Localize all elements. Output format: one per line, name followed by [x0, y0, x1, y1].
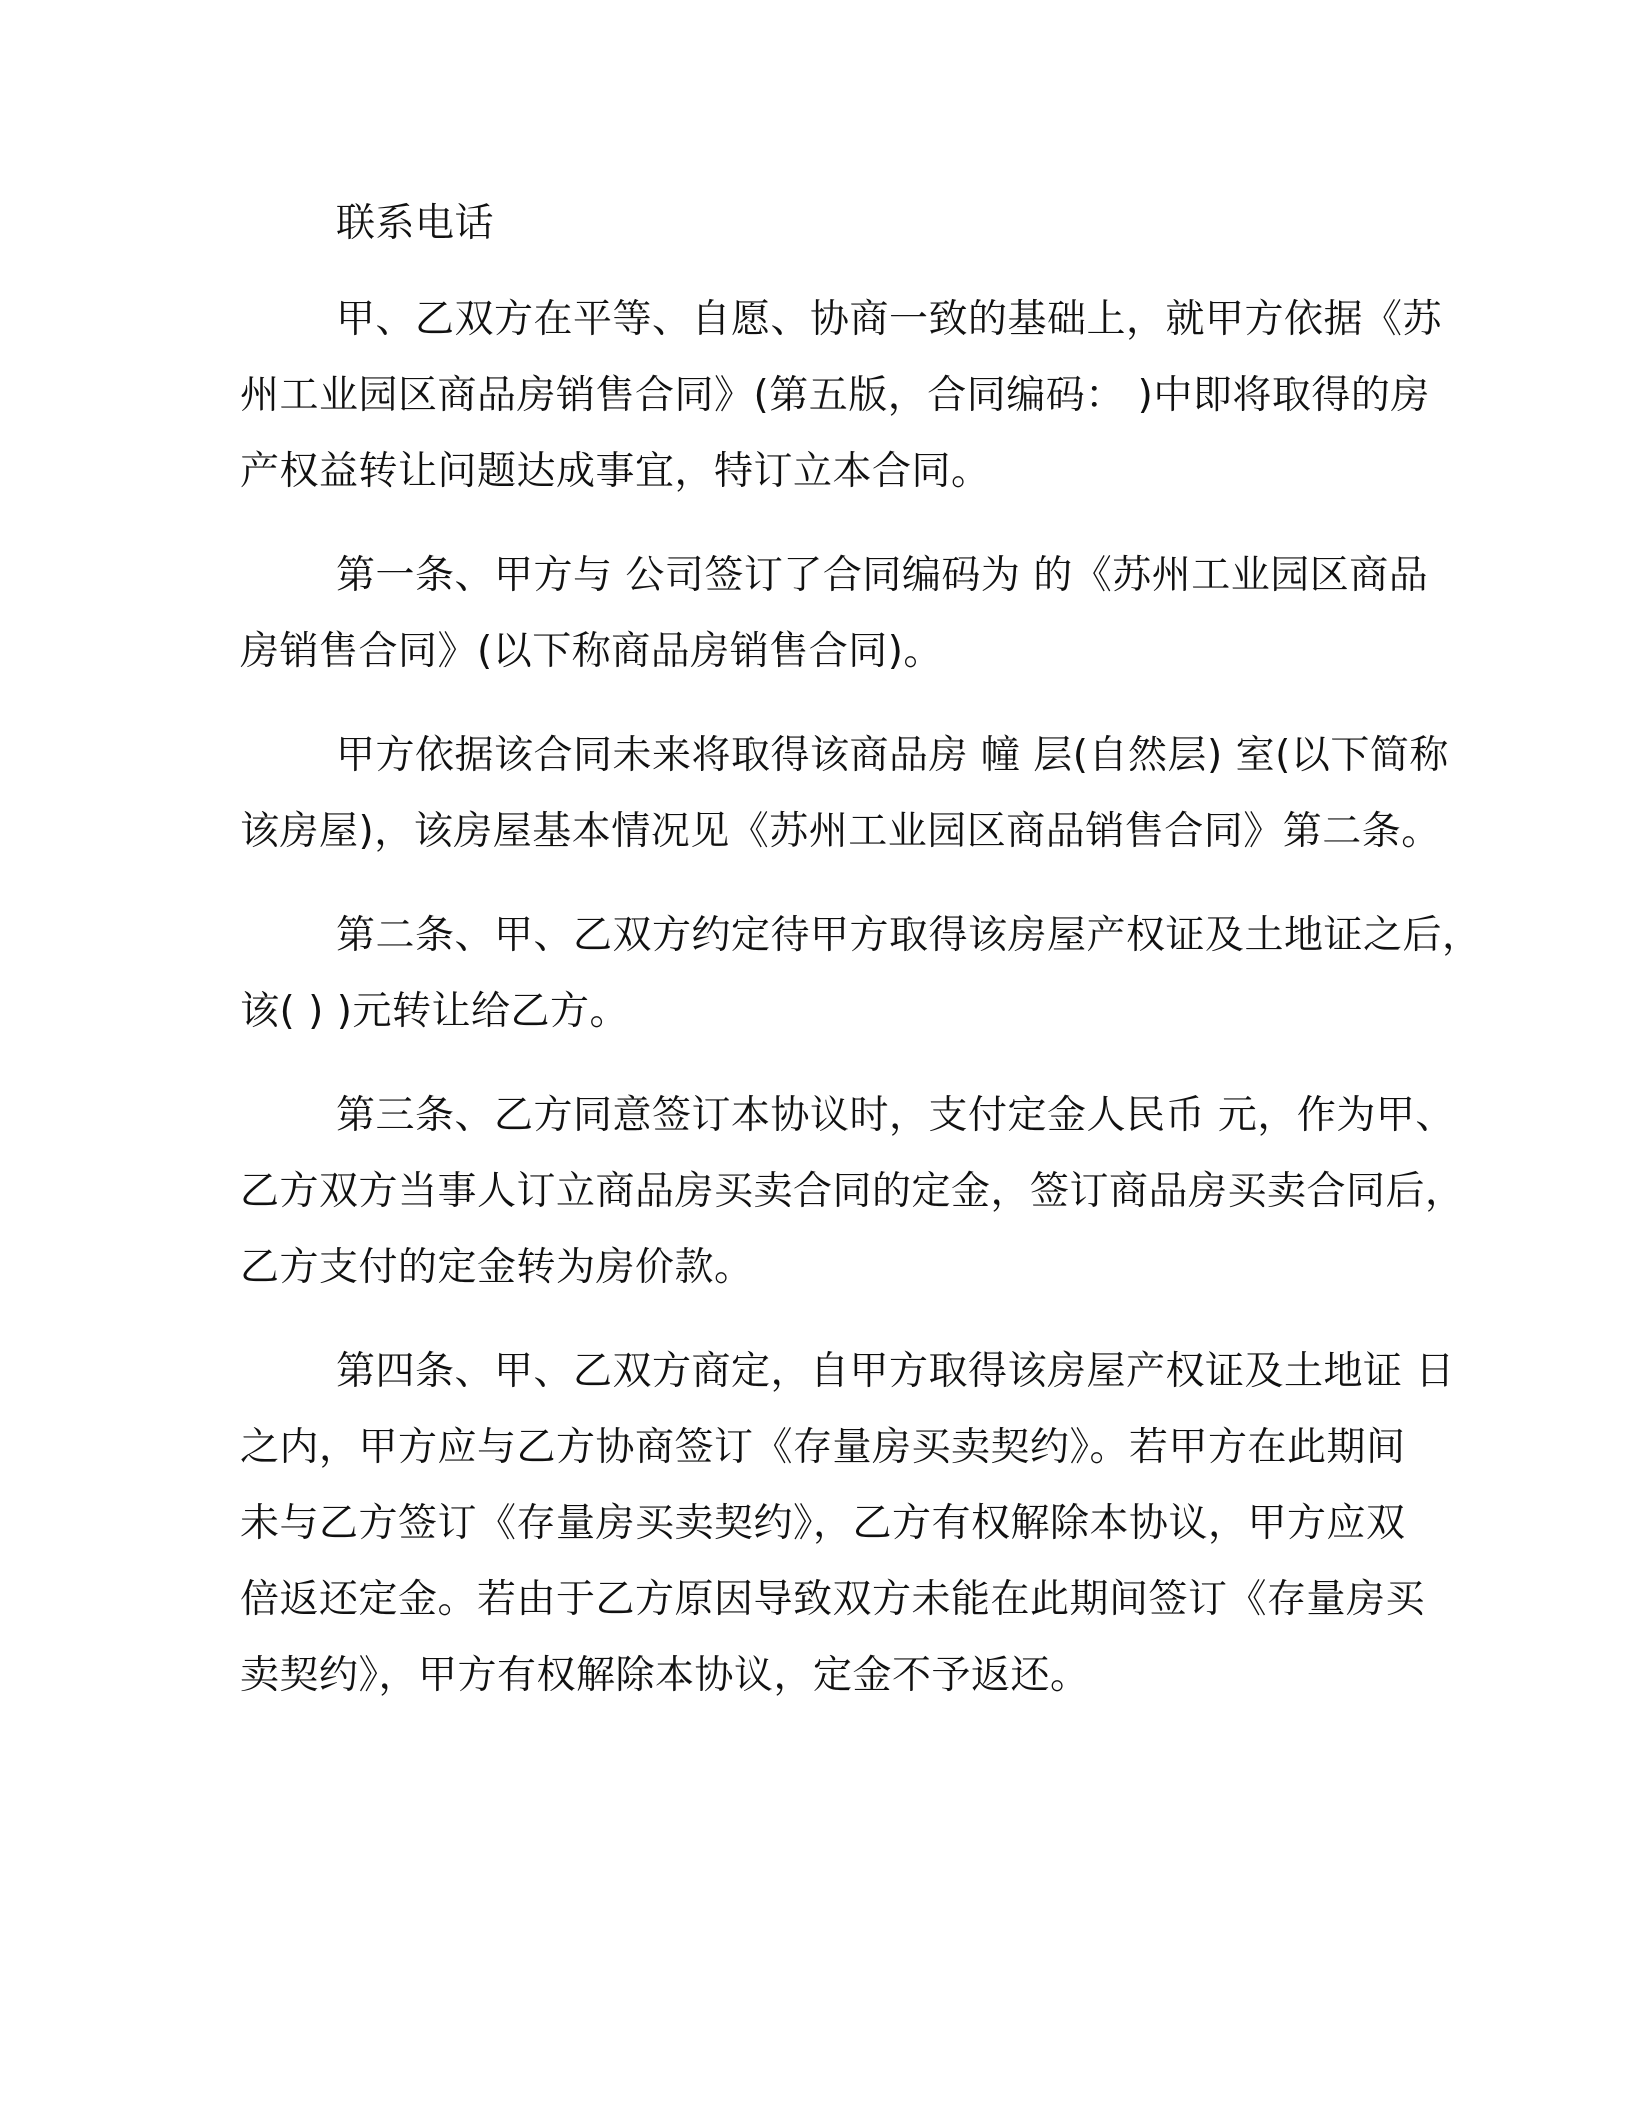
paragraph-line: 联系电话: [336, 201, 495, 246]
paragraph-line: 第二条、甲、乙双方约定待甲方取得该房屋产权证及土地证之后，: [336, 913, 1482, 958]
article-2-paragraph: [240, 898, 1482, 1050]
paragraph-line: 该( ) )元转让给乙方。: [240, 989, 629, 1034]
paragraph-line: 第一条、甲方与 公司签订了合同编码为 的《苏州工业园区商品: [336, 553, 1429, 598]
paragraph-line: 甲方依据该合同未来将取得该商品房 幢 层(自然层) 室(以下简称: [336, 733, 1449, 778]
article-1-paragraph: [240, 538, 1429, 690]
paragraph-line: 倍返还定金。若由于乙方原因导致双方未能在此期间签订《存量房买: [240, 1577, 1426, 1622]
paragraph-line: 产权益转让问题达成事宜，特订立本合同。: [240, 449, 991, 494]
article-4-paragraph: [240, 1334, 1455, 1714]
paragraph-line: 该房屋)，该房屋基本情况见《苏州工业园区商品销售合同》第二条。: [240, 809, 1441, 854]
property-description-paragraph: [240, 718, 1449, 870]
paragraph-line: 州工业园区商品房销售合同》(第五版，合同编码： )中即将取得的房: [240, 373, 1430, 418]
paragraph-line: 之内，甲方应与乙方协商签订《存量房买卖契约》。若甲方在此期间: [240, 1425, 1406, 1470]
paragraph-line: 乙方支付的定金转为房价款。: [240, 1245, 754, 1290]
article-3-paragraph: [240, 1078, 1465, 1306]
paragraph-line: 卖契约》，甲方有权解除本协议，定金不予返还。: [240, 1653, 1090, 1698]
paragraph-line: 房销售合同》(以下称商品房销售合同)。: [240, 629, 943, 674]
preamble-paragraph: [240, 282, 1443, 510]
contact-phone-paragraph: [240, 186, 1390, 262]
paragraph-line: 乙方双方当事人订立商品房买卖合同的定金，签订商品房买卖合同后，: [240, 1169, 1465, 1214]
paragraph-line: 甲、乙双方在平等、自愿、协商一致的基础上，就甲方依据《苏: [336, 297, 1443, 342]
paragraph-line: 未与乙方签订《存量房买卖契约》，乙方有权解除本协议，甲方应双: [240, 1501, 1406, 1546]
paragraph-line: 第四条、甲、乙双方商定，自甲方取得该房屋产权证及土地证 日: [336, 1349, 1455, 1394]
paragraph-line: 第三条、乙方同意签订本协议时，支付定金人民币 元，作为甲、: [336, 1093, 1455, 1138]
document-body: [240, 186, 1482, 1742]
